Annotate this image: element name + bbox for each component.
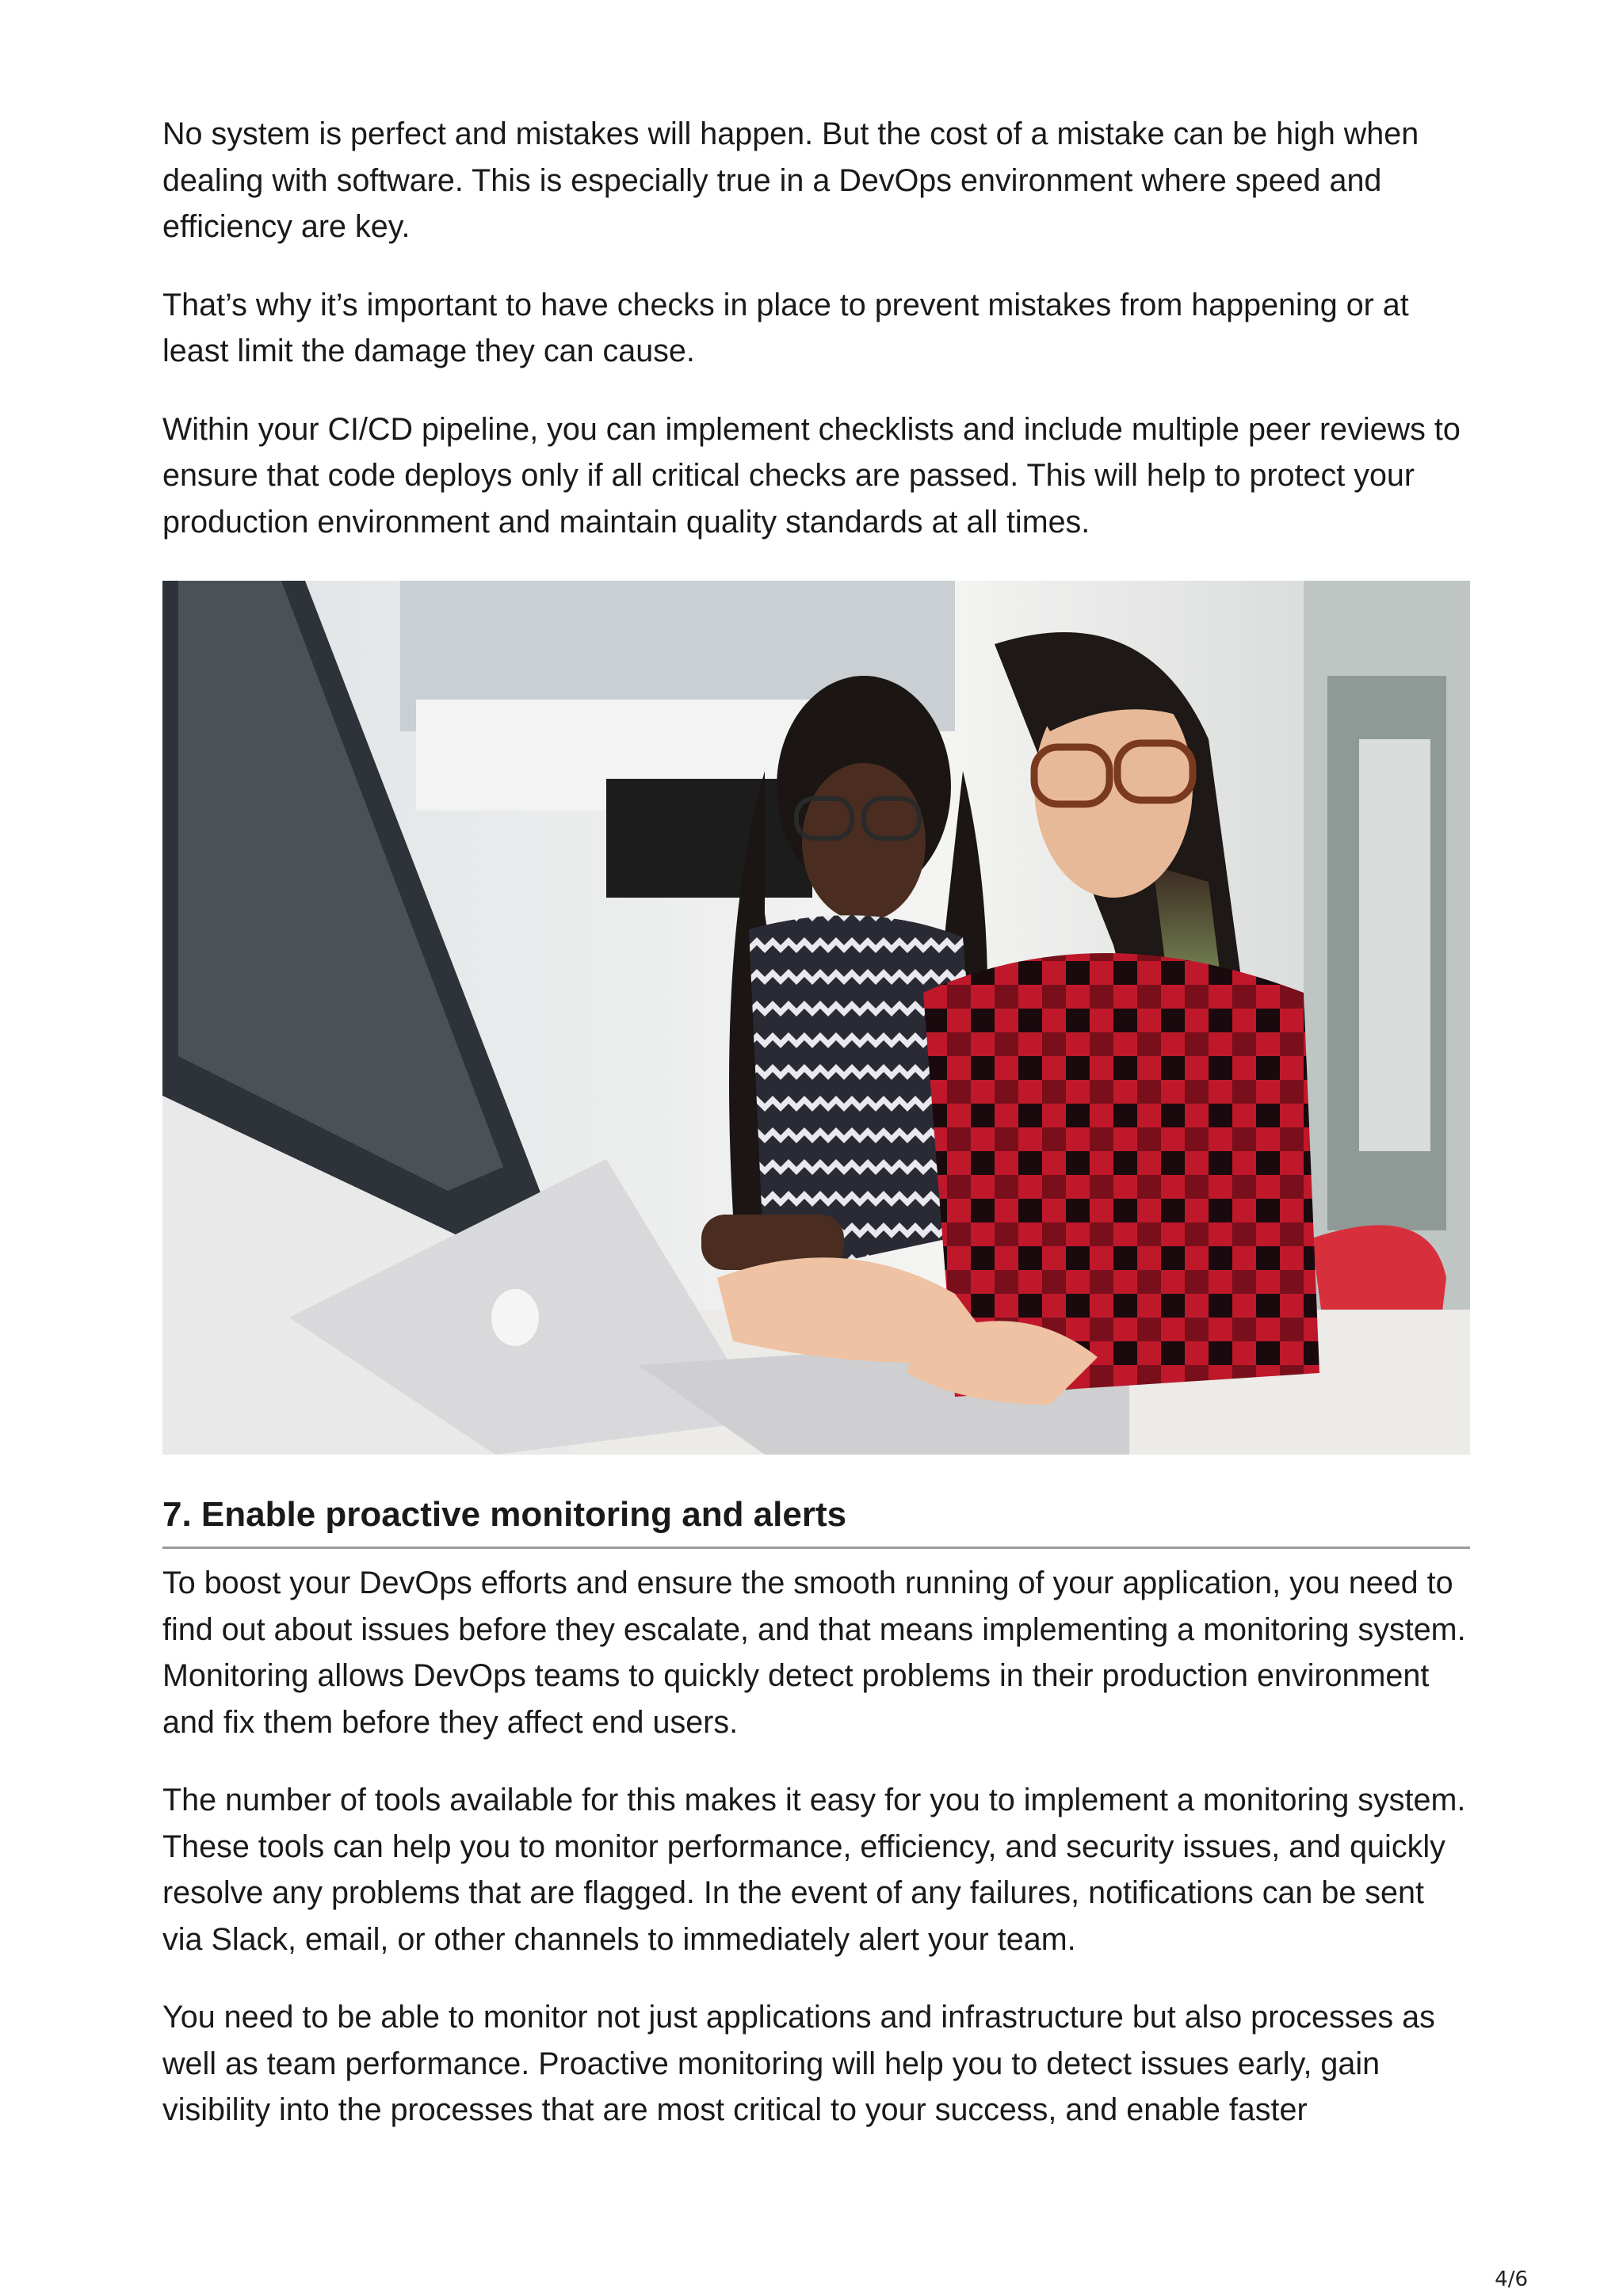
document-content (162, 111, 1470, 2165)
body-paragraph: Within your CI/CD pipeline, you can implement checklists and include multiple peer reviews to ensure that code deploys only if all critical checks are passed. This will help to protect your production environment and maintain quality standards at all times. (162, 411, 1461, 540)
body-paragraph: The number of tools available for this makes it easy for you to implement a monitoring system. These tools can help you to monitor performance, efficiency, and security issues, and quickly resolve any problems that are flagged. In the event of any failures, notifications can be sent via Slack, email, or other channels to immediately alert your team. (162, 1783, 1466, 1957)
team-photo (162, 581, 1470, 1455)
body-paragraph: That’s why it’s important to have checks in place to prevent mistakes from happening or at least limit the damage they can cause. (162, 287, 1409, 368)
body-paragraph: You need to be able to monitor not just applications and infrastructure but also processes as well as team performance. Proactive monitoring will help you to detect issues early, gain visibility into the processes that are most critical to your success, and enable faster (162, 2000, 1435, 2127)
body-paragraph: To boost your DevOps efforts and ensure the smooth running of your application, you need to find out about issues before they escalate, and that means implementing a monitoring system. Monitoring allows DevOps teams to quickly detect problems in their production environment and fix them before they affect end users. (162, 1566, 1466, 1740)
body-paragraph: No system is perfect and mistakes will happen. But the cost of a mistake can be high when dealing with software. This is especially true in a DevOps environment where speed and efficiency are key. (162, 116, 1419, 244)
section-heading: 7. Enable proactive monitoring and alerts (162, 1493, 1470, 1549)
page-number: 4/6 (1495, 2267, 1528, 2291)
